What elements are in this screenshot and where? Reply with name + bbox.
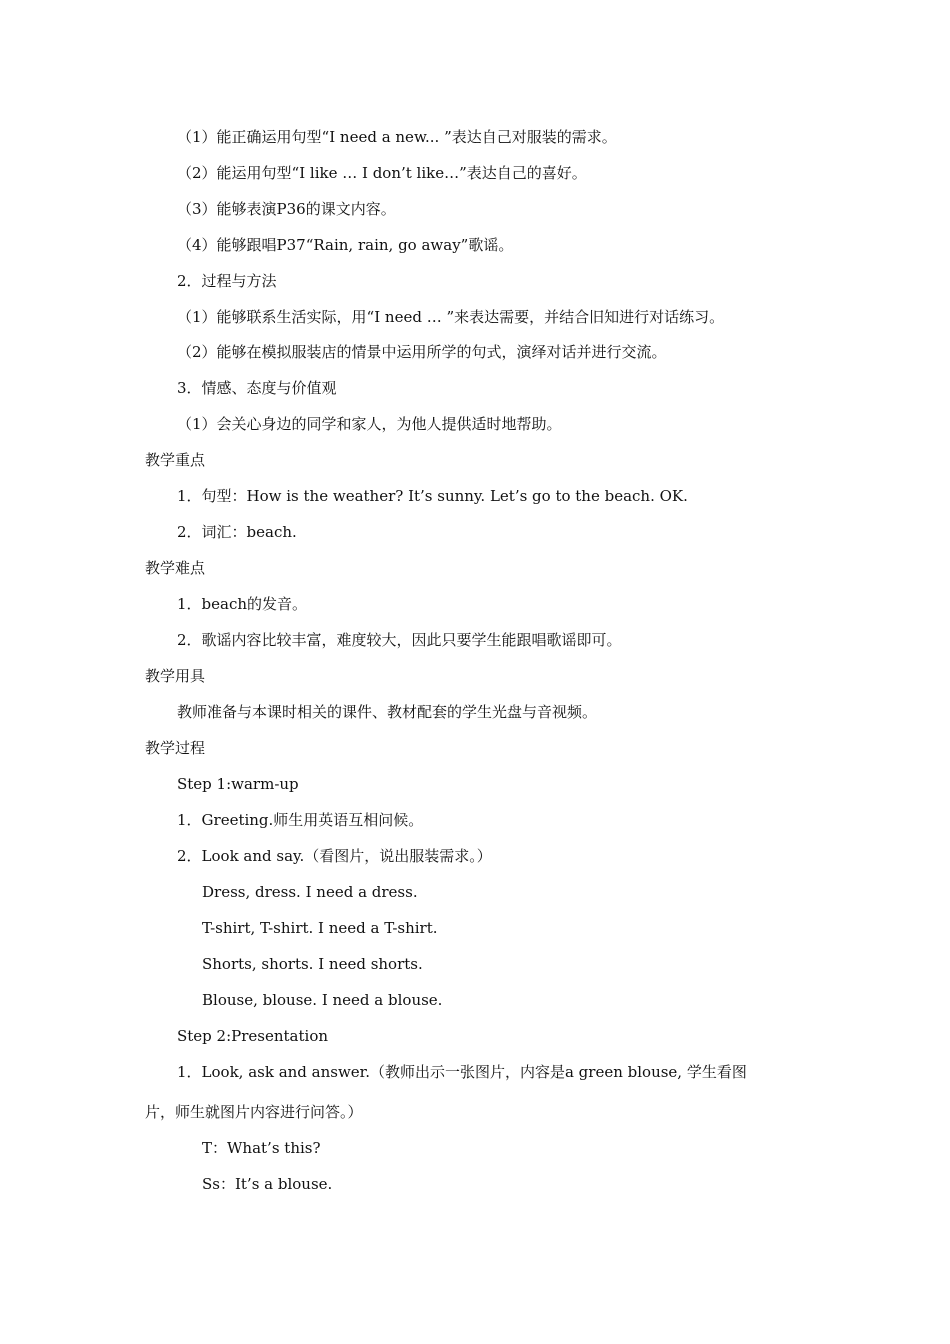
- dialogue-line: Ss：It’s a blouse.: [202, 1175, 333, 1193]
- process-item-2: （2）能够在模拟服装店的情景中运用所学的句式，演绎对话并进行交流。: [177, 343, 667, 361]
- heading-process: 教学过程: [145, 739, 206, 757]
- objective-1: （1）能正确运用句型“I need a new... ”表达自己对服装的需求。: [177, 128, 617, 146]
- step-2-item-1-continued: 片，师生就图片内容进行问答。）: [145, 1103, 363, 1121]
- difficulty-2: 2．歌谣内容比较丰富，难度较大，因此只要学生能跟唱歌谣即可。: [177, 631, 622, 649]
- objective-3: （3）能够表演P36的课文内容。: [177, 200, 396, 218]
- step-2-item-1: 1．Look, ask and answer.（教师出示一张图片，内容是a green blouse, 学生看图: [177, 1063, 747, 1081]
- process-item-1: （1）能够联系生活实际，用“I need … ”来表达需要，并结合旧知进行对话练习。: [177, 308, 725, 326]
- difficulty-1: 1．beach的发音。: [177, 595, 308, 613]
- key-point-1: 1．句型：How is the weather? It’s sunny. Let’s go to the beach. OK.: [177, 487, 688, 505]
- heading-materials: 教学用具: [145, 667, 206, 685]
- dialogue-line: Blouse, blouse. I need a blouse.: [202, 991, 443, 1009]
- step-1-item-2: 2．Look and say.（看图片，说出服装需求。）: [177, 847, 492, 865]
- dialogue-line: T：What’s this?: [202, 1139, 321, 1157]
- emotion-item-1: （1）会关心身边的同学和家人，为他人提供适时地帮助。: [177, 415, 562, 433]
- objective-2: （2）能运用句型“I like … I don’t like…”表达自己的喜好。: [177, 164, 587, 182]
- step-2-title: Step 2:Presentation: [177, 1027, 329, 1045]
- heading-key-points: 教学重点: [145, 451, 206, 469]
- step-1-item-1: 1．Greeting.师生用英语互相问候。: [177, 811, 424, 829]
- heading-difficulties: 教学难点: [145, 559, 206, 577]
- section-emotion-values: 3．情感、态度与价值观: [177, 379, 337, 397]
- dialogue-line: Dress, dress. I need a dress.: [202, 883, 418, 901]
- section-process-method: 2．过程与方法: [177, 272, 277, 290]
- key-point-2: 2．词汇：beach.: [177, 523, 297, 541]
- objective-4: （4）能够跟唱P37“Rain, rain, go away”歌谣。: [177, 236, 514, 254]
- materials-text: 教师准备与本课时相关的课件、教材配套的学生光盘与音视频。: [177, 703, 598, 721]
- step-1-title: Step 1:warm-up: [177, 775, 299, 793]
- dialogue-line: T-shirt, T-shirt. I need a T-shirt.: [202, 919, 438, 937]
- dialogue-line: Shorts, shorts. I need shorts.: [202, 955, 423, 973]
